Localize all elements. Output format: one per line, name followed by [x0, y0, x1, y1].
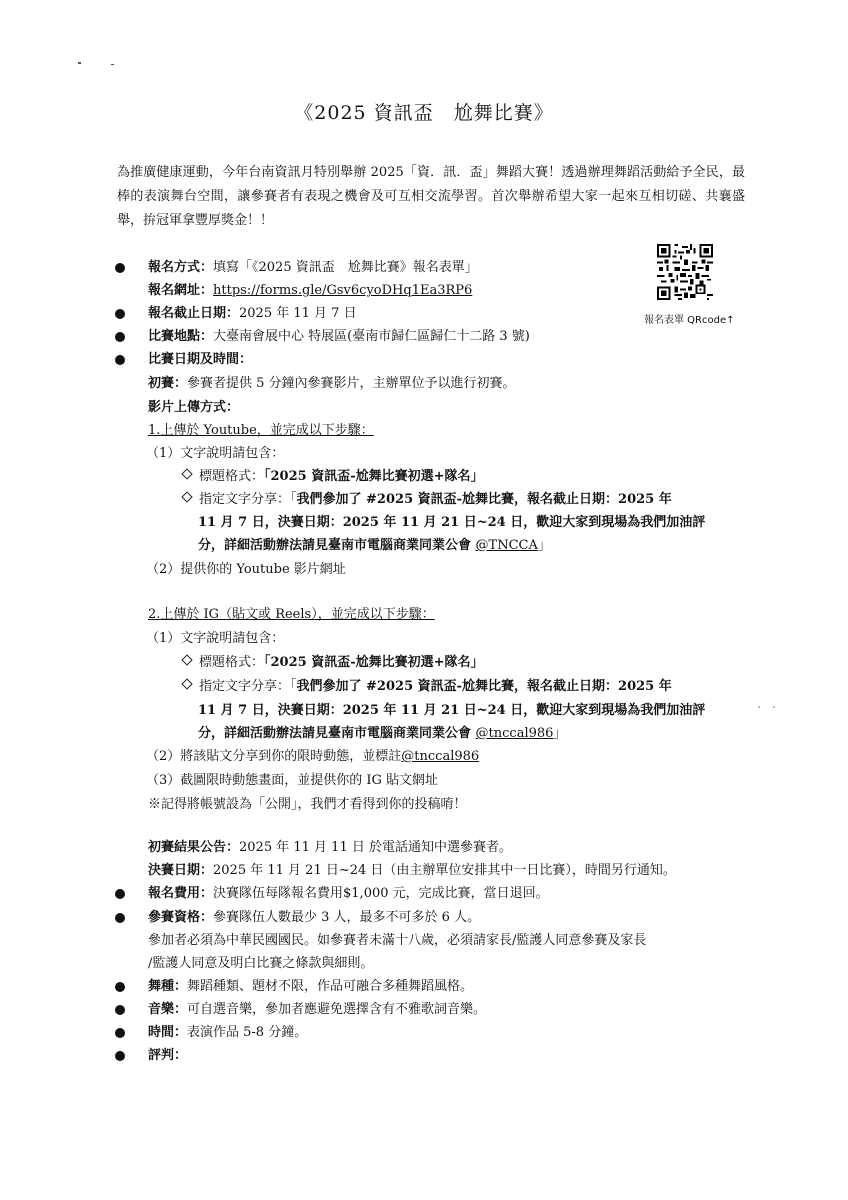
- signup-method: 報名方式：填寫「《2025 資訊盃 尬舞比賽》報名表單」: [148, 260, 478, 275]
- dance-type: 舞種：舞蹈種類、題材不限，作品可融合多種舞蹈風格。: [148, 979, 474, 994]
- venue: 比賽地點：大臺南會展中心 特展區(臺南市歸仁區歸仁十二路 3 號): [148, 329, 530, 344]
- page-title: 《2025 資訊盃 尬舞比賽》: [294, 102, 554, 124]
- eligibility-line3: /監護人同意及明白比賽之條款與細則。: [148, 956, 374, 971]
- bullet-icon: [115, 913, 125, 923]
- ig-heading: 2.上傳於 IG（貼文或 Reels），並完成以下步驟：: [148, 607, 435, 622]
- qr-code[interactable]: [657, 244, 713, 300]
- duration: 時間：表演作品 5-8 分鐘。: [148, 1025, 308, 1040]
- youtube-heading: 1.上傳於 Youtube，並完成以下步驟：: [148, 423, 374, 438]
- bullet-icon: [115, 1028, 125, 1038]
- diamond-icon: [181, 678, 192, 689]
- ig-mention-link[interactable]: @tnccal986: [401, 749, 480, 764]
- final-date: 決賽日期：2025 年 11 月 21 日~24 日（由主辦單位安排其中一日比賽），時間另行通知。: [148, 863, 676, 878]
- bullet-icon: [115, 1051, 125, 1061]
- bullet-icon: [115, 263, 125, 273]
- youtube-share-line2: 11 月 7 日，決賽日期：2025 年 11 月 21 日~24 日，歡迎大家到現場為我們加油評: [198, 515, 706, 530]
- scan-speck: [758, 706, 760, 708]
- ig-step1: （1）文字說明請包含：: [146, 631, 285, 646]
- ig-tag-link[interactable]: @tnccal986: [475, 726, 554, 741]
- eligibility-line2: 參加者必須為中華民國國民。如參賽者未滿十八歲，必須請家長/監護人同意參賽及家長: [148, 933, 647, 948]
- music: 音樂：可自選音樂，參加者應避免選擇含有不雅歌詞音樂。: [148, 1002, 487, 1017]
- diamond-icon: [181, 468, 192, 479]
- entry-fee: 報名費用：決賽隊伍每隊報名費用$1,000 元，完成比賽，當日退回。: [148, 886, 549, 901]
- bullet-icon: [115, 355, 125, 365]
- tncca-tag-link[interactable]: @TNCCA: [475, 538, 538, 553]
- ig-title-format: 標題格式：「2025 資訊盃-尬舞比賽初選+隊名」: [183, 654, 484, 672]
- bullet-icon: [115, 332, 125, 342]
- prelim-result: 初賽結果公告：2025 年 11 月 11 日 於電話通知中選參賽者。: [148, 840, 512, 855]
- bullet-icon: [115, 889, 125, 899]
- youtube-title-format: 標題格式：「2025 資訊盃-尬舞比賽初選+隊名」: [183, 468, 484, 486]
- youtube-step2: （2）提供你的 Youtube 影片網址: [146, 562, 346, 577]
- eligibility: 參賽資格：參賽隊伍人數最少 3 人，最多不可多於 6 人。: [148, 910, 481, 925]
- bullet-icon: [115, 309, 125, 319]
- diamond-icon: [181, 491, 192, 502]
- youtube-step1: （1）文字說明請包含：: [146, 446, 285, 461]
- ig-note: ※記得將帳號設為「公開」，我們才看得到你的投稿唷！: [148, 797, 467, 812]
- judging: 評判：: [148, 1048, 188, 1063]
- signup-deadline: 報名截止日期：2025 年 11 月 7 日: [148, 306, 357, 321]
- intro-paragraph: 為推廣健康運動，今年台南資訊月特別舉辦 2025「資．訊．盃」舞蹈大賽！透過辦理舞蹈活動給予全民，最棒的表演舞台空間，讓參賽者有表現之機會及可互相交流學習。首次舉辦希望大家一起來互相切磋、共襄盛舉，拚冠軍拿豐厚獎金！！: [117, 165, 745, 228]
- ig-share-line2: 11 月 7 日，決賽日期：2025 年 11 月 21 日~24 日，歡迎大家到現場為我們加油評: [198, 703, 706, 718]
- ig-share-line3: 分，詳細活動辦法請見臺南市電腦商業同業公會 @tnccal986」: [198, 726, 567, 741]
- schedule-heading: 比賽日期及時間：: [148, 352, 253, 367]
- ig-step3: （3）截圖限時動態畫面，並提供你的 IG 貼文網址: [146, 773, 439, 788]
- scan-speck: [78, 62, 81, 64]
- upload-heading: 影片上傳方式：: [148, 400, 240, 415]
- bullet-icon: [115, 982, 125, 992]
- diamond-icon: [181, 654, 192, 665]
- scan-speck: [773, 706, 775, 708]
- bullet-icon: [115, 1005, 125, 1015]
- youtube-share-text: 指定文字分享：「我們參加了 #2025 資訊盃-尬舞比賽，報名截止日期：2025 年: [183, 491, 672, 509]
- signup-url: 報名網址：https://forms.gle/Gsv6cyoDHq1Ea3RP6: [148, 283, 473, 298]
- qr-caption: 報名表單 QRcode↑: [644, 315, 735, 326]
- ig-share-text: 指定文字分享：「我們參加了 #2025 資訊盃-尬舞比賽，報名截止日期：2025 年: [183, 678, 672, 696]
- scan-speck: [111, 64, 114, 65]
- signup-url-link[interactable]: https://forms.gle/Gsv6cyoDHq1Ea3RP6: [213, 283, 473, 298]
- youtube-share-line3: 分，詳細活動辦法請見臺南市電腦商業同業公會 @TNCCA」: [198, 538, 551, 553]
- prelim-info: 初賽：參賽者提供 5 分鐘內參賽影片，主辦單位予以進行初賽。: [148, 376, 516, 391]
- ig-step2: （2）將該貼文分享到你的限時動態，並標註@tnccal986: [146, 749, 480, 764]
